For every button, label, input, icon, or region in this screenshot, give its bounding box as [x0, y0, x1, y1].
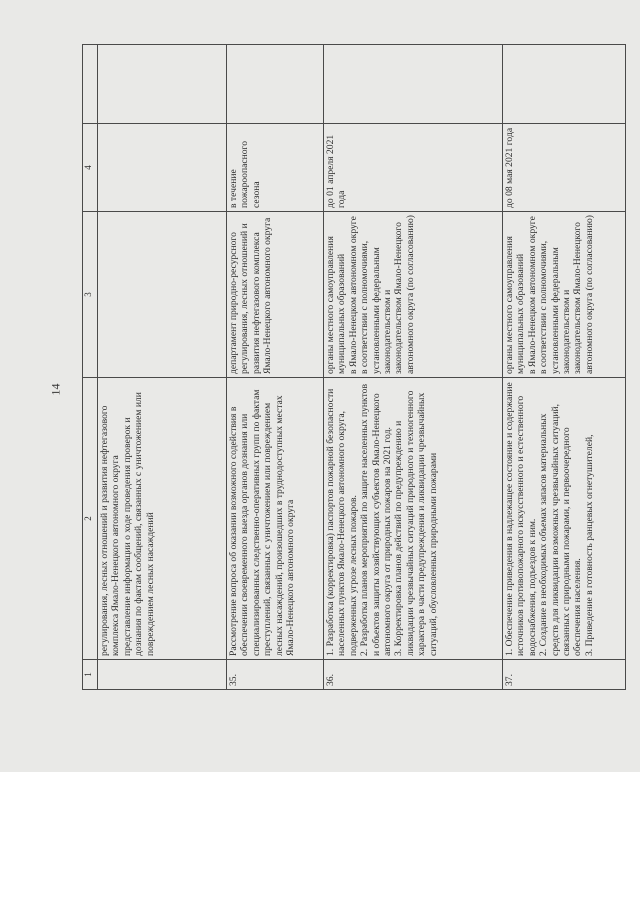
note-cell — [503, 45, 626, 124]
row-number — [98, 660, 227, 690]
deadline-cell: в течение пожароопасного сезона — [227, 124, 324, 212]
measure-cell: регулирования, лесных отношений и развития нефтегазового комплекса Ямало-Ненецкого автономного округа представление информации о ходе проведения проверок и дознания по фактам сообщений, связанных с уничтожением или повреждением лесных насаждений — [98, 378, 227, 660]
table-row — [227, 45, 324, 690]
table-header-row — [83, 45, 98, 690]
page-number: 14 — [48, 383, 63, 396]
header-col-3: 3 — [83, 212, 98, 378]
note-cell — [98, 45, 227, 124]
row-number: 37. — [503, 660, 626, 690]
row-number: 36. — [324, 660, 503, 690]
header-col-5 — [83, 45, 98, 124]
deadline-cell: до 01 апреля 2021 года — [324, 124, 503, 212]
table-row — [503, 45, 626, 690]
note-cell — [324, 45, 503, 124]
deadline-cell: до 08 мая 2021 года — [503, 124, 626, 212]
header-col-2: 2 — [83, 378, 98, 660]
measure-cell: 1. Обеспечение приведения в надлежащее состояние и содержание источников противопожарного искусственного и естественного водоснабжения, подъездов к ним. 2. Создание в необходимых объемах запасов материальных средств для ликвидации возможных чрезвычайных ситуаций, связанных с природными пожарами, и первоочередного обеспечения населения. 3. Приведение в готовность ранцевых огнетушителей, — [503, 378, 626, 660]
header-col-1: 1 — [83, 660, 98, 690]
measure-cell: 1. Разработка (корректировка) паспортов пожарной безопасности населенных пунктов Ямало-Ненецкого автономного округа, подверженных угрозе лесных пожаров. 2. Разработка планов мероприятий по защите населенных пунктов и объектов защиты хозяйствующих субъектов Ямало-Ненецкого автономного округа от природных пожаров на 2021 год. 3. Корректировка планов действий по предупреждению и ликвидации чрезвычайных ситуаций природного и техногенного характера в части предупреждения и ликвидации чрезвычайных ситуаций, обусловленных природными пожарами — [324, 378, 503, 660]
measure-cell: Рассмотрение вопроса об оказании возможного содействия в обеспечении своевременного выезда органов дознания или специализированных следственно-оперативных групп по фактам преступлений, связанных с уничтожением или повреждением лесных насаждений, произошедших в труднодоступных местах Ямало-Ненецкого автономного округа — [227, 378, 324, 660]
executor-cell: органы местного самоуправления муниципальных образований в Ямало-Ненецком автономном округе в соответствии с полномочиями, установленными федеральным законодательством и законодательством Ямало-Ненецкого автономного округа (по согласованию) — [324, 212, 503, 378]
table-row — [98, 45, 227, 690]
rotated-table-wrapper — [82, 45, 612, 690]
executor-cell: департамент природно-ресурсного регулирования, лесных отношений и развития нефтегазового комплекса Ямало-Ненецкого автономного округа — [227, 212, 324, 378]
deadline-cell — [98, 124, 227, 212]
executor-cell: органы местного самоуправления муниципальных образований в Ямало-Ненецком автономном округе в соответствии с полномочиями, установленными федеральным законодательством и законодательством Ямало-Ненецкого автономного округа (по согласованию) — [503, 212, 626, 378]
executor-cell — [98, 212, 227, 378]
note-cell — [227, 45, 324, 124]
header-col-4: 4 — [83, 124, 98, 212]
row-number: 35. — [227, 660, 324, 690]
measures-table — [82, 44, 626, 690]
table-row — [324, 45, 503, 690]
